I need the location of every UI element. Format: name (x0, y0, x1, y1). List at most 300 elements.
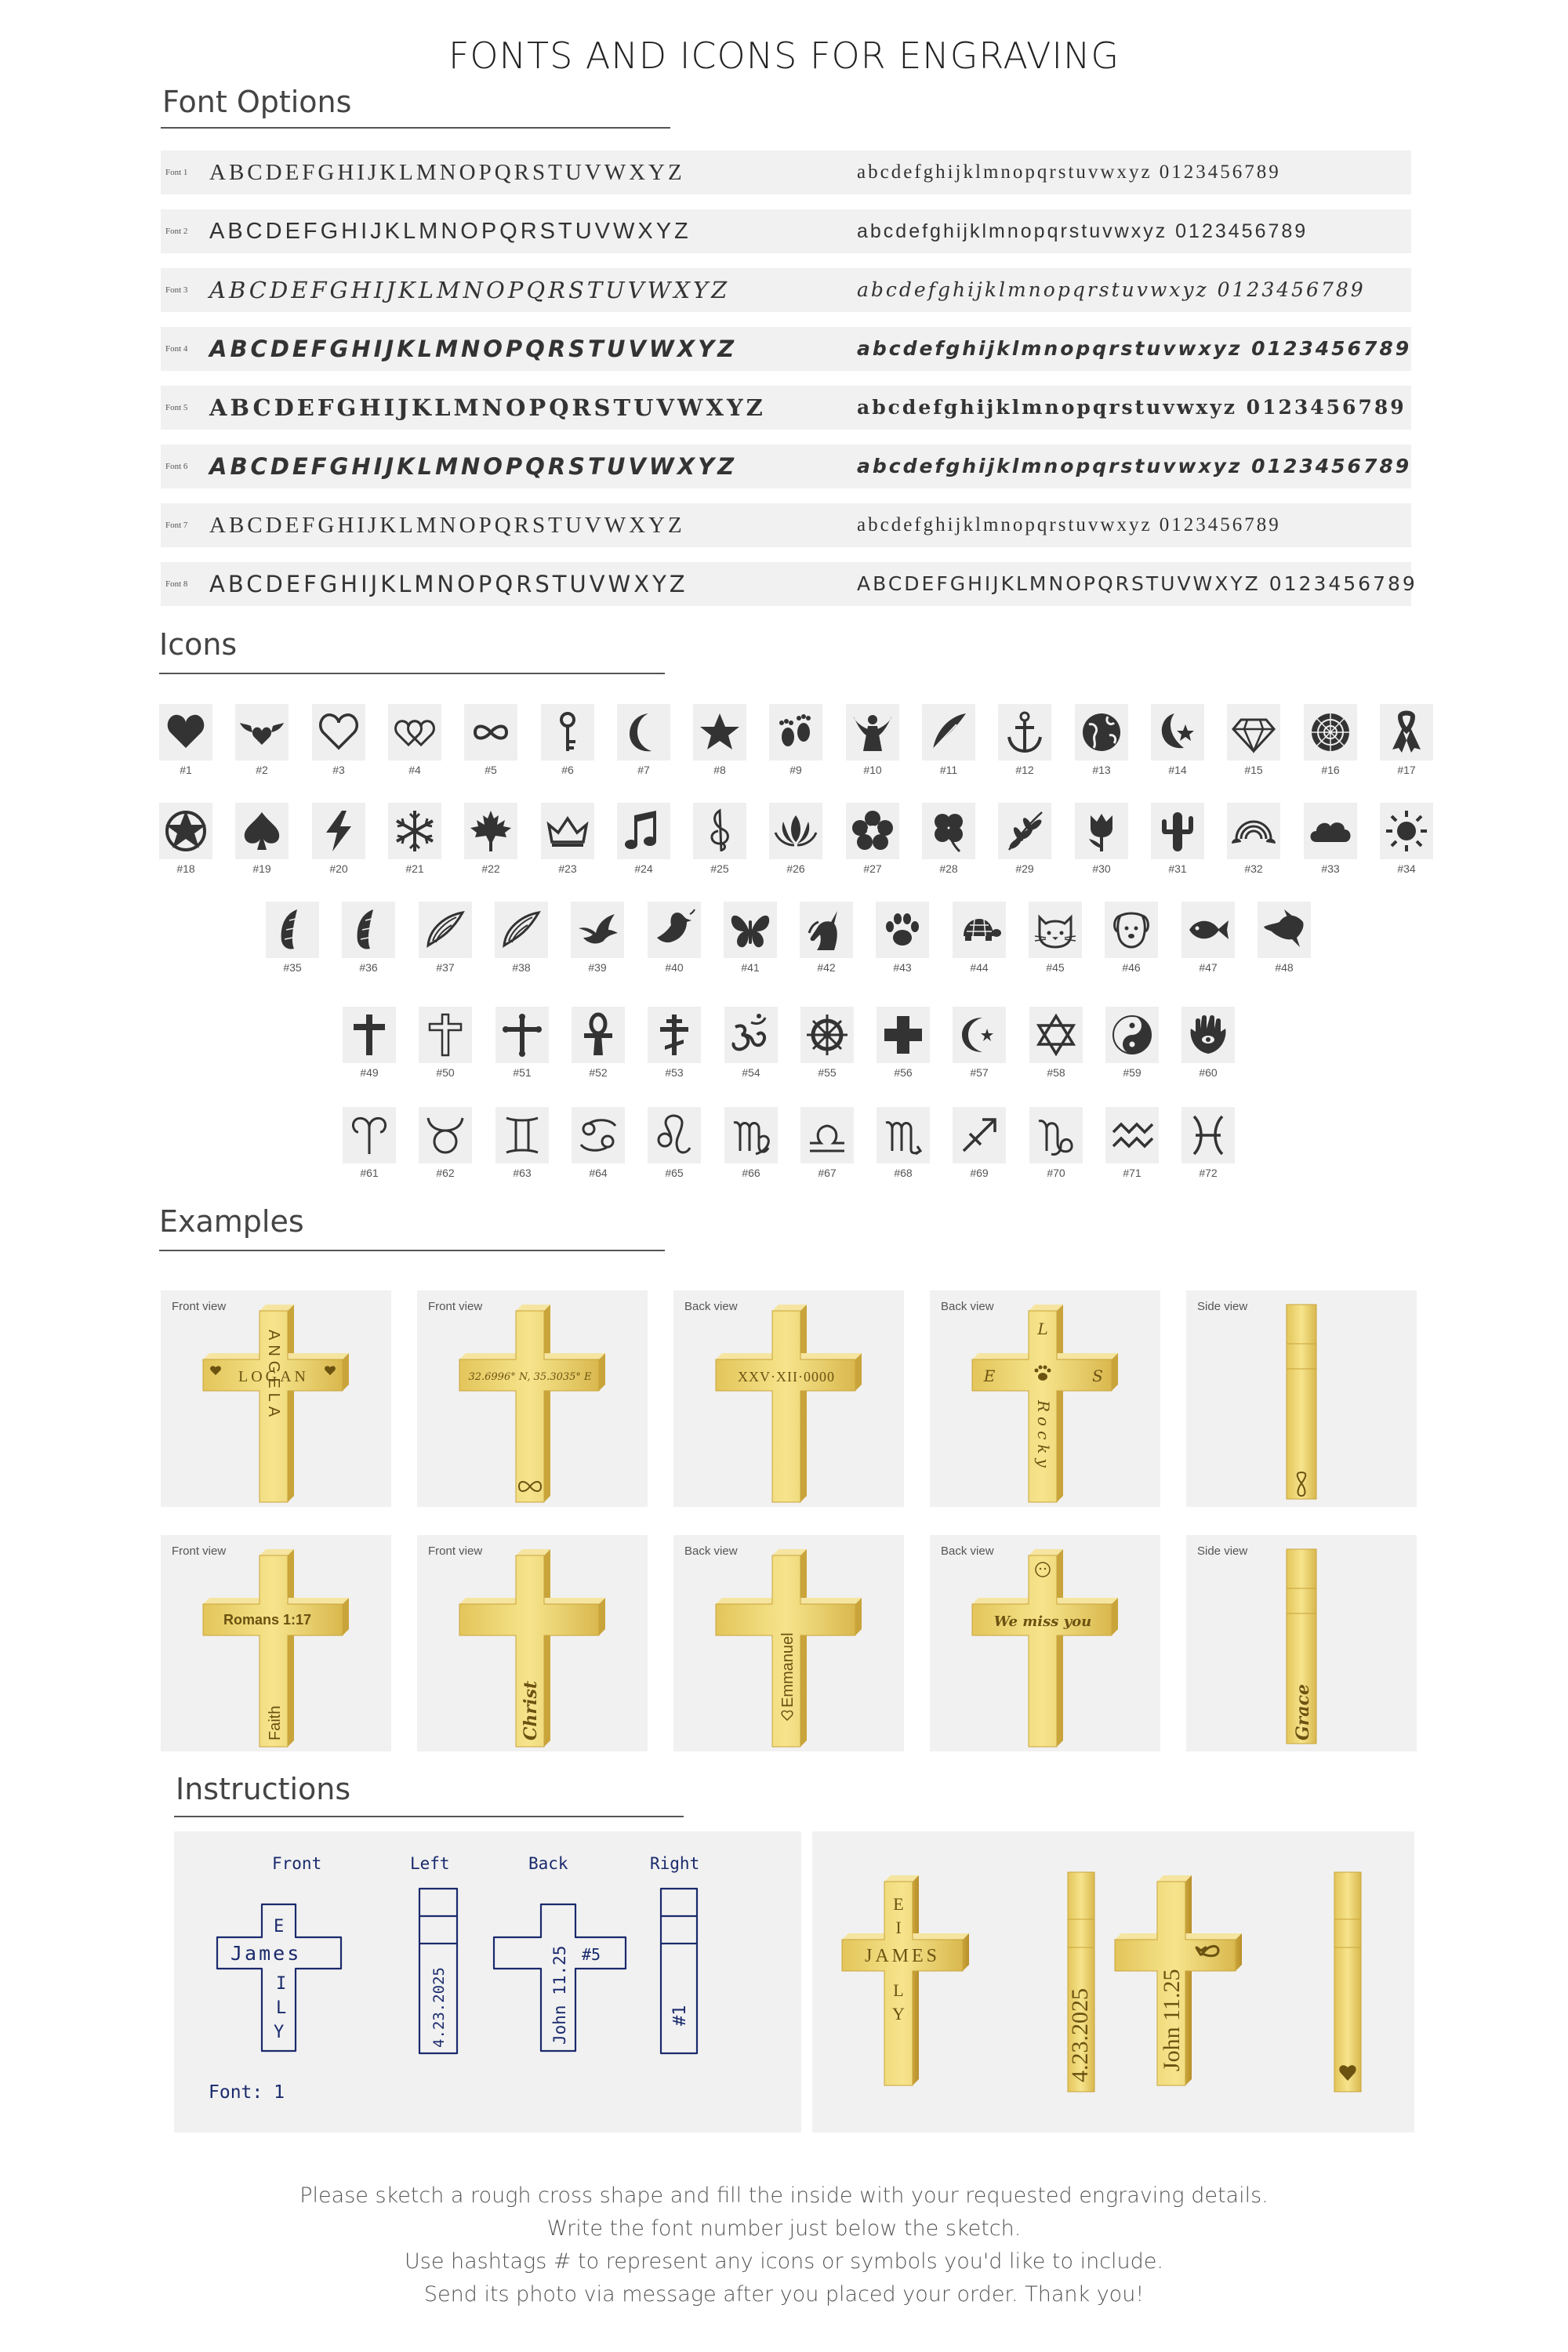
icon-number: #32 (1244, 862, 1263, 875)
icon-cell (343, 1107, 396, 1187)
instruction-line: Please sketch a rough cross shape and fill the inside with your requested engraving details. (299, 2183, 1269, 2208)
icon-number: #29 (1015, 862, 1034, 875)
icon-number: #34 (1397, 862, 1416, 875)
icon-cell (724, 902, 777, 982)
icon-number: #1 (180, 764, 192, 776)
icon-number: #41 (741, 961, 760, 974)
icon-number: #9 (789, 764, 802, 776)
icon-number: #7 (637, 764, 650, 776)
anchor-icon (1001, 709, 1048, 756)
icon-number: #53 (665, 1066, 684, 1079)
icon-cell (419, 902, 472, 982)
icon-number: #69 (970, 1167, 989, 1179)
icon-number: #24 (634, 862, 653, 875)
icon-cell (953, 1107, 1006, 1187)
icon-number: #44 (970, 961, 989, 974)
crescent-star-icon (956, 1011, 1003, 1058)
icon-cell (1181, 1107, 1235, 1187)
font-label: Font 2 (165, 227, 188, 236)
font-lowercase-sample: abcdefghijklmnopqrstuvwxyz 0123456789 (857, 220, 1308, 242)
example-card (161, 1290, 391, 1507)
icon-cell (1181, 1007, 1235, 1087)
cross-outline-icon (422, 1011, 469, 1058)
view-label: Back view (941, 1544, 994, 1558)
butterfly-icon (727, 906, 774, 953)
orthodox-cross-icon (651, 1011, 698, 1058)
star-of-david-icon (1033, 1011, 1080, 1058)
treble-clef-icon (696, 808, 743, 855)
diamond-icon (1230, 709, 1277, 756)
heart-icon (162, 709, 209, 756)
virgo-icon (728, 1112, 775, 1159)
font-row (161, 327, 1411, 371)
view-label: Side view (1197, 1300, 1248, 1313)
view-label: Front view (428, 1300, 483, 1313)
gemini-icon (499, 1112, 546, 1159)
gold-cross-image (1186, 1290, 1417, 1507)
icon-number: #31 (1168, 862, 1187, 875)
tulip-icon (1078, 808, 1125, 855)
icon-cell (572, 1007, 625, 1087)
font-row (161, 445, 1411, 488)
example-horizontal: We miss you (993, 1613, 1092, 1630)
unicorn-icon (803, 906, 850, 953)
icon-cell (388, 803, 441, 883)
star-icon (696, 709, 743, 756)
font-uppercase-sample: ABCDEFGHIJKLMNOPQRSTUVWXYZ (209, 336, 738, 362)
example-horizontal: Romans 1:17 (223, 1612, 312, 1628)
font-lowercase-sample: ABCDEFGHIJKLMNOPQRSTUVWXYZ 0123456789 (857, 572, 1417, 595)
icon-cell (572, 1107, 625, 1187)
leo-icon (651, 1112, 698, 1159)
view-label: Front view (428, 1544, 483, 1558)
icon-cell (1029, 1007, 1083, 1087)
icon-number: #23 (558, 862, 577, 875)
icon-number: #4 (408, 764, 421, 776)
example-vertical: Emmanuel (779, 1632, 797, 1708)
icon-number: #71 (1123, 1167, 1142, 1179)
example-left: E (983, 1367, 996, 1385)
star-badge-icon (162, 808, 209, 855)
font-row (161, 562, 1417, 606)
flower-mandala-icon (1307, 709, 1354, 756)
font-row (161, 503, 1411, 547)
gold-cross-image (161, 1290, 391, 1507)
example-vertical: Grace (1293, 1683, 1313, 1740)
dolphin-icon (1261, 906, 1308, 953)
font-lowercase-sample: abcdefghijklmnopqrstuvwxyz 0123456789 (857, 162, 1281, 183)
icon-number: #30 (1092, 862, 1111, 875)
sketch-back-vertical: John 11.25 (550, 1945, 569, 2045)
example-vertical: Christ (521, 1680, 541, 1740)
icon-cell (769, 803, 822, 883)
icon-cell (1075, 803, 1128, 883)
icon-number: #16 (1321, 764, 1340, 776)
icon-number: #48 (1275, 961, 1294, 974)
view-label: Back view (684, 1544, 738, 1558)
icon-number: #68 (894, 1167, 913, 1179)
hamsa-icon (1185, 1011, 1232, 1058)
section-title-icons: Icons (159, 627, 238, 662)
icon-cell (312, 704, 365, 784)
music-note-icon (620, 808, 667, 855)
wing-icon (269, 906, 316, 953)
globe-icon (1078, 709, 1125, 756)
font-row (161, 268, 1411, 312)
example-horizontal: 32.6996° N, 35.3035° E (468, 1371, 592, 1383)
font-label: Font 1 (165, 168, 188, 177)
sketch-label-right: Right (650, 1854, 700, 1873)
sketch-back-tag: #5 (582, 1945, 601, 1964)
icon-cell (1181, 902, 1235, 982)
example-card (930, 1535, 1160, 1751)
gold-cross-image (417, 1290, 648, 1507)
icon-cell (1151, 803, 1204, 883)
sketch-front-v3: L (276, 1998, 287, 2018)
icon-cell (846, 803, 899, 883)
icon-number: #11 (939, 764, 958, 776)
sketch-front-v2: I (276, 1974, 287, 1994)
icon-cell (464, 704, 517, 784)
icon-cell (648, 902, 701, 982)
engraving-render (812, 1831, 1414, 2132)
example-card (161, 1535, 391, 1751)
sun-icon (1383, 808, 1430, 855)
icon-number: #37 (436, 961, 455, 974)
cat-face-icon (1032, 906, 1079, 953)
icon-cell (343, 1007, 396, 1087)
icon-cell (1227, 803, 1280, 883)
icon-cell (419, 1107, 472, 1187)
font-label: Font 7 (165, 521, 188, 530)
icon-cell (1029, 1107, 1083, 1187)
font-uppercase-sample: ABCDEFGHIJKLMNOPQRSTUVWXYZ (209, 571, 688, 597)
font-lowercase-sample: abcdefghijklmnopqrstuvwxyz 0123456789 (857, 514, 1281, 535)
icon-cell (419, 1007, 472, 1087)
icon-number: #46 (1122, 961, 1141, 974)
font-row (161, 209, 1411, 253)
icon-cell (495, 1107, 549, 1187)
view-label: Side view (1197, 1544, 1248, 1558)
render-left-side (1067, 1872, 1094, 2092)
render-left-vertical: 4.23.2025 (1067, 1988, 1093, 2082)
spade-icon (238, 808, 285, 855)
render-front-cross (842, 1875, 969, 2085)
icon-cell (1380, 704, 1433, 784)
icon-number: #55 (818, 1066, 837, 1079)
icon-number: #5 (485, 764, 497, 776)
icon-cell (1304, 704, 1357, 784)
font-uppercase-sample: ABCDEFGHIJKLMNOPQRSTUVWXYZ (209, 277, 731, 303)
icon-cell (1105, 902, 1158, 982)
font-lowercase-sample: abcdefghijklmnopqrstuvwxyz 0123456789 (857, 337, 1412, 360)
example-top: L (1037, 1319, 1048, 1338)
icon-cell (1304, 803, 1357, 883)
ankh-icon (575, 1011, 622, 1058)
budded-cross-icon (499, 1011, 546, 1058)
ribbon-icon (1383, 709, 1430, 756)
crown-icon (544, 808, 591, 855)
sketch-panel (174, 1831, 801, 2132)
icon-number: #6 (561, 764, 574, 776)
sketch-label-left: Left (410, 1854, 450, 1873)
icon-number: #27 (863, 862, 882, 875)
example-horizontal: XXV·XII·0000 (738, 1369, 835, 1385)
sketch-right-vertical: #1 (670, 2005, 690, 2026)
fish-icon (1185, 906, 1232, 953)
font-lowercase-sample: abcdefghijklmnopqrstuvwxyz 0123456789 (857, 396, 1406, 419)
icon-cell (953, 902, 1006, 982)
sketch-font-number: Font: 1 (209, 2082, 285, 2103)
font-uppercase-sample: ABCDEFGHIJKLMNOPQRSTUVWXYZ (209, 160, 685, 185)
icon-cell (876, 902, 929, 982)
icon-cell (769, 704, 822, 784)
icon-cell (953, 1007, 1006, 1087)
clover-icon (925, 808, 972, 855)
icon-cell (693, 704, 746, 784)
render-panel (812, 1831, 1414, 2132)
icon-cell (464, 803, 517, 883)
wing-outline-icon (498, 906, 545, 953)
taurus-icon (422, 1112, 469, 1159)
section-rule (159, 1250, 665, 1251)
font-label: Font 8 (165, 579, 188, 589)
icon-number: #54 (742, 1066, 760, 1079)
view-label: Back view (941, 1300, 994, 1313)
icon-number: #19 (252, 862, 271, 875)
gold-cross-image (930, 1290, 1160, 1507)
page-title: FONTS AND ICONS FOR ENGRAVING (448, 34, 1120, 77)
gold-cross-image (1186, 1535, 1417, 1751)
icon-cell (617, 803, 670, 883)
feather-icon (925, 709, 972, 756)
icon-cell (266, 902, 319, 982)
cross-icon (346, 1011, 393, 1058)
icon-number: #67 (818, 1167, 837, 1179)
icon-cell (922, 704, 975, 784)
icon-number: #35 (283, 961, 302, 974)
example-card (673, 1290, 904, 1507)
icon-number: #14 (1168, 764, 1187, 776)
font-uppercase-sample: ABCDEFGHIJKLMNOPQRSTUVWXYZ (209, 453, 738, 480)
icon-cell (235, 704, 289, 784)
example-vertical: ANGELA (265, 1330, 282, 1422)
instruction-line: Write the font number just below the sketch. (546, 2216, 1022, 2241)
icon-number: #42 (817, 961, 836, 974)
turtle-icon (956, 906, 1003, 953)
icon-cell (1151, 704, 1204, 784)
icon-number: #18 (176, 862, 195, 875)
icon-number: #51 (513, 1066, 532, 1079)
icon-number: #28 (939, 862, 958, 875)
example-horizontal: LOGAN (238, 1368, 309, 1385)
icon-cell (235, 803, 289, 883)
paw-icon (879, 906, 926, 953)
font-row (161, 151, 1411, 194)
right-side-outline (661, 1889, 697, 2053)
icon-cell (1258, 902, 1311, 982)
svg-text:Y: Y (892, 2004, 905, 2024)
icon-number: #15 (1244, 764, 1263, 776)
icon-number: #70 (1047, 1167, 1065, 1179)
icon-cell (877, 1107, 930, 1187)
dog-face-icon (1108, 906, 1155, 953)
icon-number: #21 (405, 862, 424, 875)
icon-cell (800, 1007, 854, 1087)
icon-cell (724, 1107, 778, 1187)
aquarius-icon (1109, 1112, 1156, 1159)
svg-text:I: I (895, 1918, 902, 1937)
sketch-front-v4: Y (274, 2023, 285, 2042)
icon-number: #49 (360, 1066, 379, 1079)
icon-number: #56 (894, 1066, 913, 1079)
icon-number: #61 (360, 1167, 379, 1179)
section-title-examples: Examples (159, 1204, 304, 1239)
icon-cell (1380, 803, 1433, 883)
icon-number: #59 (1123, 1066, 1142, 1079)
sketch-left-vertical: 4.23.2025 (430, 1967, 448, 2048)
font-lowercase-sample: abcdefghijklmnopqrstuvwxyz 0123456789 (857, 455, 1412, 477)
footprints-icon (772, 709, 819, 756)
aries-icon (346, 1112, 393, 1159)
icon-number: #36 (359, 961, 378, 974)
icon-cell (1105, 1007, 1159, 1087)
example-card (673, 1535, 904, 1751)
font-label: Font 6 (165, 462, 188, 471)
section-title-fonts: Font Options (162, 85, 352, 119)
scorpio-icon (880, 1112, 927, 1159)
example-card (417, 1290, 648, 1507)
icon-cell (541, 803, 594, 883)
font-label: Font 4 (165, 344, 188, 354)
icon-cell (724, 1007, 778, 1087)
dove-icon (651, 906, 698, 953)
icon-number: #39 (588, 961, 607, 974)
icon-cell (800, 902, 853, 982)
icon-number: #57 (970, 1066, 989, 1079)
view-label: Front view (172, 1544, 227, 1558)
gold-cross-image (161, 1535, 391, 1751)
icon-number: #26 (786, 862, 805, 875)
icon-number: #10 (863, 764, 882, 776)
icon-cell (1029, 902, 1082, 982)
icon-number: #58 (1047, 1066, 1065, 1079)
icon-cell (159, 704, 212, 784)
example-card (417, 1535, 648, 1751)
icon-number: #47 (1199, 961, 1218, 974)
greek-cross-icon (880, 1011, 927, 1058)
render-back-vertical: John 11.25 (1159, 1969, 1185, 2071)
icon-number: #40 (665, 961, 684, 974)
key-icon (544, 709, 591, 756)
crescent-moon-icon (620, 709, 667, 756)
icon-number: #60 (1199, 1066, 1218, 1079)
icon-number: #66 (742, 1167, 760, 1179)
font-uppercase-sample: ABCDEFGHIJKLMNOPQRSTUVWXYZ (209, 394, 766, 421)
gold-cross-image (930, 1535, 1160, 1751)
instruction-line: Use hashtags # to represent any icons or symbols you'd like to include. (405, 2249, 1163, 2274)
angel-icon (849, 709, 896, 756)
icon-number: #17 (1397, 764, 1416, 776)
icon-cell (648, 1007, 701, 1087)
section-rule (174, 1816, 684, 1817)
svg-text:E: E (893, 1894, 904, 1914)
render-right-side (1334, 1872, 1361, 2092)
example-card (1186, 1535, 1417, 1751)
icon-cell (342, 902, 395, 982)
rainbow-icon (1230, 808, 1277, 855)
section-rule (159, 673, 665, 674)
svg-text:L: L (893, 1980, 904, 2000)
icon-number: #64 (589, 1167, 608, 1179)
moon-star-icon (1154, 709, 1201, 756)
icon-number: #50 (436, 1066, 455, 1079)
icon-number: #38 (512, 961, 531, 974)
icon-cell (1227, 704, 1280, 784)
snowflake-icon (391, 808, 438, 855)
cloud-icon (1307, 808, 1354, 855)
font-label: Font 5 (165, 403, 188, 412)
icon-number: #3 (332, 764, 345, 776)
icon-number: #20 (329, 862, 348, 875)
om-icon (728, 1011, 775, 1058)
icon-number: #45 (1046, 961, 1065, 974)
render-back-cross (1115, 1875, 1242, 2085)
font-uppercase-sample: ABCDEFGHIJKLMNOPQRSTUVWXYZ (209, 513, 685, 538)
icon-cell (495, 1007, 549, 1087)
font-label: Font 3 (165, 285, 188, 295)
example-right: S (1092, 1367, 1103, 1385)
section-rule (161, 127, 670, 129)
olive-branch-icon (1001, 808, 1048, 855)
icon-number: #2 (256, 764, 268, 776)
icon-cell (159, 803, 212, 883)
heart-outline-icon (315, 709, 362, 756)
icon-cell (388, 704, 441, 784)
gold-cross-image (673, 1535, 904, 1751)
example-card (1186, 1290, 1417, 1507)
example-vertical: Faith (267, 1705, 284, 1740)
icon-number: #8 (713, 764, 726, 776)
maple-leaf-icon (467, 808, 514, 855)
winged-heart-icon (238, 709, 285, 756)
lightning-icon (315, 808, 362, 855)
icon-cell (922, 803, 975, 883)
icon-cell (998, 704, 1051, 784)
view-label: Back view (684, 1300, 738, 1313)
font-row (161, 386, 1411, 430)
icon-number: #52 (589, 1066, 608, 1079)
gold-cross-image (673, 1290, 904, 1507)
example-vertical: Rocky (1034, 1400, 1053, 1472)
flower-icon (849, 808, 896, 855)
yin-yang-icon (1109, 1011, 1156, 1058)
icon-cell (846, 704, 899, 784)
cancer-icon (575, 1112, 622, 1159)
instruction-line: Send its photo via message after you placed your order. Thank you! (423, 2282, 1145, 2307)
lotus-icon (772, 808, 819, 855)
icon-number: #43 (893, 961, 912, 974)
libra-icon (804, 1112, 851, 1159)
render-front-horizontal: JAMES (864, 1946, 941, 1966)
font-uppercase-sample: ABCDEFGHIJKLMNOPQRSTUVWXYZ (209, 219, 691, 244)
double-heart-icon (391, 709, 438, 756)
icon-number: #62 (436, 1167, 455, 1179)
bird-icon (574, 906, 621, 953)
icon-cell (877, 1007, 930, 1087)
hand-sketch (174, 1831, 801, 2132)
icon-number: #72 (1199, 1167, 1218, 1179)
